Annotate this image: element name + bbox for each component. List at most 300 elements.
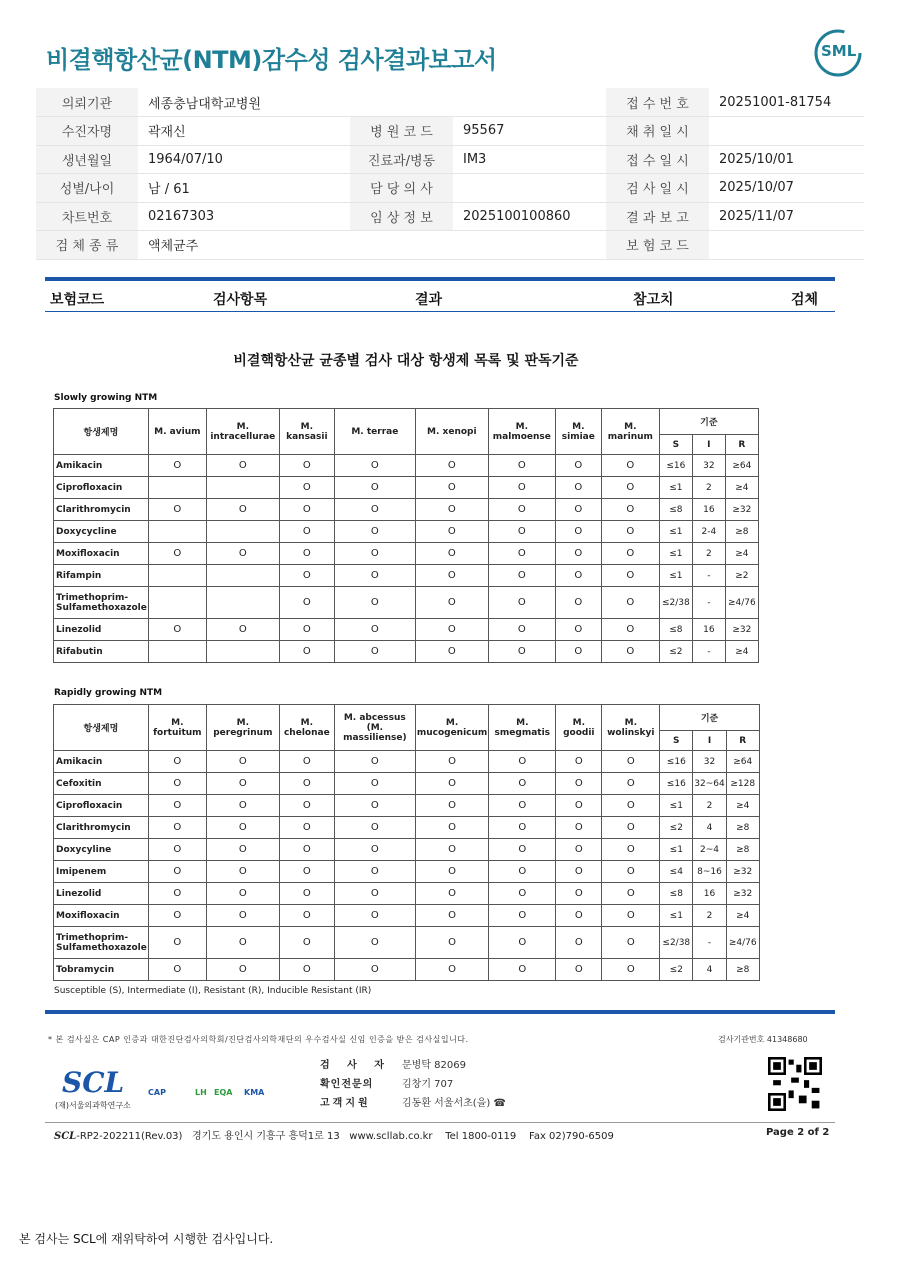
applicable-mark: O [602,927,660,959]
drug-name-text: Trimethoprim- [56,932,129,943]
table-row [54,543,759,565]
species-name: M. chelonae [283,717,330,738]
applicable-mark [148,565,206,587]
criteria-i: 2 [693,905,726,927]
info-value: 02167303 [138,202,350,231]
patient-info-table [36,88,864,260]
table-row [54,883,760,905]
applicable-mark [206,565,279,587]
applicable-mark: O [206,861,279,883]
rapid-ntm-table [53,704,760,981]
criteria-i: 2 [693,795,726,817]
applicable-mark: O [334,499,415,521]
drug-name [54,521,149,543]
table-row [54,795,760,817]
applicable-mark: O [415,839,488,861]
species-header [415,409,488,455]
applicable-mark: O [556,959,602,981]
divider-bar [45,277,835,281]
signer-role: 확인전문의 [320,1079,374,1090]
applicable-mark: O [279,861,334,883]
footer-code: -RP2-202211(Rev.03) [76,1131,183,1142]
applicable-mark: O [489,861,556,883]
applicable-mark: O [148,861,206,883]
drug-name [54,817,149,839]
drug-name [54,587,149,619]
criteria-i: 2 [692,477,725,499]
applicable-mark: O [279,455,334,477]
drug-name-text: Moxifloxacin [56,910,120,921]
drug-name-text: Linezolid [56,624,102,635]
species-header [415,705,488,751]
applicable-mark: O [601,543,659,565]
drug-name-text: Sulfamethoxazole [56,942,147,953]
criteria-r: ≥4 [726,905,759,927]
report-title: 비결핵항산균(NTM)감수성 검사결과보고서 [46,46,497,74]
applicable-mark: O [489,959,556,981]
applicable-mark: O [415,499,488,521]
criteria-header: 기준 [659,409,758,435]
signers-block [320,1056,506,1113]
applicable-mark: O [415,587,488,619]
applicable-mark: O [206,751,279,773]
applicable-mark: O [415,861,488,883]
slow-ntm-table [53,408,759,663]
drug-name-text: Doxycyline [56,844,112,855]
info-label: 생년월일 [36,145,138,174]
drug-name [54,905,149,927]
criteria-r: ≥4 [725,543,758,565]
applicable-mark: O [279,817,334,839]
drug-name-text: Ciprofloxacin [56,482,123,493]
footer-web: www.scllab.co.kr [349,1131,433,1142]
criteria-r: ≥4/76 [725,587,758,619]
criteria-s: ≤1 [660,839,693,861]
applicable-mark: O [206,817,279,839]
criteria-r: ≥4 [726,795,759,817]
applicable-mark [206,587,279,619]
species-header [488,409,555,455]
applicable-mark: O [334,543,415,565]
drug-name-text: Rifampin [56,570,102,581]
criteria-r-header: R [726,731,759,751]
applicable-mark: O [279,641,334,663]
criteria-i: - [692,641,725,663]
table-row [54,619,759,641]
criteria-s: ≤1 [659,477,692,499]
criteria-i: - [692,565,725,587]
info-row [36,231,864,260]
table-row [54,751,760,773]
footer-divider [45,1122,835,1123]
criteria-i: 16 [693,883,726,905]
drug-column-header: 항생제명 [54,705,149,751]
species-subname: (M. massiliense) [343,722,407,743]
info-value: 2025100100860 [453,202,606,231]
criteria-i: 32 [692,455,725,477]
applicable-mark: O [415,959,488,981]
criteria-r: ≥32 [726,883,759,905]
info-label: 임 상 정 보 [350,202,453,231]
info-value: 1964/07/10 [138,145,350,174]
applicable-mark: O [602,839,660,861]
criteria-s: ≤16 [660,773,693,795]
applicable-mark: O [488,641,555,663]
applicable-mark: O [148,883,206,905]
info-row [36,145,864,174]
criteria-s: ≤1 [659,543,692,565]
criteria-i: 4 [693,817,726,839]
drug-name-text: Sulfamethoxazole [56,602,147,613]
criteria-i: - [692,587,725,619]
species-name: M. avium [154,426,201,437]
applicable-mark: O [279,499,334,521]
criteria-r: ≥32 [725,499,758,521]
criteria-i-header: I [693,731,726,751]
col-header-result: 결과 [415,292,443,308]
drug-name [54,477,149,499]
species-header [489,705,556,751]
species-header [206,705,279,751]
drug-name [54,839,149,861]
applicable-mark: O [148,817,206,839]
criteria-r: ≥128 [726,773,759,795]
criteria-r: ≥64 [725,455,758,477]
col-header-reference: 참고치 [633,292,674,308]
applicable-mark: O [489,773,556,795]
info-row [36,88,864,117]
criteria-s: ≤2 [660,817,693,839]
criteria-r: ≥4/76 [726,927,759,959]
criteria-i: 8~16 [693,861,726,883]
applicable-mark: O [556,861,602,883]
drug-name [54,543,149,565]
applicable-mark: O [601,565,659,587]
applicable-mark: O [556,795,602,817]
signer-row [320,1075,506,1094]
applicable-mark [148,641,206,663]
drug-name-text: Clarithromycin [56,504,131,515]
drug-name-text: Trimethoprim- [56,592,129,603]
applicable-mark: O [279,883,334,905]
species-header [556,705,602,751]
info-label: 진료과/병동 [350,145,453,174]
drug-name-text: Tobramycin [56,964,115,975]
applicable-mark: O [488,455,555,477]
species-header [602,705,660,751]
applicable-mark: O [148,905,206,927]
table-row [54,927,760,959]
criteria-r: ≥32 [726,861,759,883]
species-name: M. kansasii [286,421,328,442]
footer-brand: SCL [54,1131,77,1142]
info-label: 검 체 종 류 [36,231,138,260]
criteria-i: 2~4 [693,839,726,861]
table-row [54,477,759,499]
applicable-mark: O [555,455,601,477]
criteria-s: ≤1 [660,905,693,927]
species-name: M. marinum [607,421,653,442]
applicable-mark: O [556,927,602,959]
applicable-mark: O [601,477,659,499]
applicable-mark: O [334,521,415,543]
table-row [54,499,759,521]
applicable-mark: O [415,795,488,817]
species-header [334,409,415,455]
info-label: 결 과 보 고 [606,202,709,231]
applicable-mark: O [488,477,555,499]
species-header [555,409,601,455]
applicable-mark: O [602,817,660,839]
applicable-mark: O [602,795,660,817]
applicable-mark: O [334,477,415,499]
criteria-i: 32~64 [693,773,726,795]
criteria-s: ≤2 [660,959,693,981]
species-name: M. wolinskyi [607,717,655,738]
rapid-ntm-label: Rapidly growing NTM [54,688,163,698]
applicable-mark: O [415,477,488,499]
applicable-mark: O [279,927,334,959]
criteria-i: - [693,927,726,959]
info-label: 담 당 의 사 [350,174,453,203]
divider-line [45,311,835,312]
info-label: 접 수 번 호 [606,88,709,117]
applicable-mark: O [206,773,279,795]
criteria-s: ≤16 [660,751,693,773]
applicable-mark [206,521,279,543]
divider-bar [45,1010,835,1014]
table-row [54,839,760,861]
info-label: 차트번호 [36,202,138,231]
applicable-mark: O [206,839,279,861]
scl-logo: SCL [62,1066,125,1099]
applicable-mark: O [206,959,279,981]
drug-name [54,883,149,905]
drug-name [54,565,149,587]
applicable-mark: O [415,455,488,477]
info-value: 2025/10/07 [709,174,864,203]
applicable-mark: O [334,817,415,839]
applicable-mark: O [489,751,556,773]
applicable-mark: O [415,543,488,565]
species-name: M. simiae [561,421,595,442]
applicable-mark: O [555,619,601,641]
info-value [453,174,606,203]
applicable-mark: O [206,883,279,905]
applicable-mark [206,641,279,663]
drug-name [54,641,149,663]
table-row [54,587,759,619]
applicable-mark [148,477,206,499]
info-label: 수진자명 [36,117,138,146]
criteria-r: ≥4 [725,477,758,499]
applicable-mark: O [148,455,206,477]
footer-fax: Fax 02)790-6509 [529,1131,614,1142]
sml-logo-text: SML [821,42,857,60]
applicable-mark: O [488,521,555,543]
info-value: 세종충남대학교병원 [138,88,350,117]
applicable-mark: O [334,927,415,959]
applicable-mark: O [489,795,556,817]
applicable-mark: O [279,565,334,587]
qr-code-icon [768,1057,822,1111]
applicable-mark: O [334,883,415,905]
footer-address: 경기도 용인시 기흥구 흥덕1로 13 [192,1131,340,1142]
species-header [148,409,206,455]
species-name: M. mucogenicum [416,717,488,738]
applicable-mark: O [488,565,555,587]
species-header [601,409,659,455]
applicable-mark: O [415,927,488,959]
species-header [148,705,206,751]
criteria-r: ≥8 [725,521,758,543]
drug-name-text: Clarithromycin [56,822,131,833]
criteria-s-header: S [660,731,693,751]
info-label: 병 원 코 드 [350,117,453,146]
criteria-i: 32 [693,751,726,773]
legend-text: Susceptible (S), Intermediate (I), Resistant (R), Inducible Resistant (IR) [54,986,372,996]
drug-name-text: Ciprofloxacin [56,800,123,811]
applicable-mark: O [279,905,334,927]
slow-ntm-label: Slowly growing NTM [54,393,158,403]
applicable-mark: O [415,773,488,795]
applicable-mark: O [148,959,206,981]
applicable-mark: O [601,521,659,543]
table-row [54,773,760,795]
drug-name-text: Imipenem [56,866,107,877]
applicable-mark: O [415,883,488,905]
applicable-mark: O [334,773,415,795]
applicable-mark: O [148,751,206,773]
drug-name [54,499,149,521]
criteria-r: ≥8 [726,839,759,861]
applicable-mark: O [556,773,602,795]
certification-text: * 본 검사실은 CAP 인증과 대한진단검사의학회/진단검사의학재단의 우수검사실 신임 인증을 받은 검사실입니다. [48,1035,469,1044]
applicable-mark: O [148,795,206,817]
signer-value: 김창기 707 [402,1079,454,1090]
info-value: 2025/11/07 [709,202,864,231]
info-value [709,117,864,146]
applicable-mark: O [556,839,602,861]
criteria-header: 기준 [660,705,759,731]
info-label: 검 사 일 시 [606,174,709,203]
criteria-s: ≤1 [659,565,692,587]
footer-text [54,1127,614,1142]
drug-name [54,959,149,981]
drug-name-text: Amikacin [56,756,103,767]
info-value: 20251001-81754 [709,88,864,117]
criteria-r: ≥8 [726,817,759,839]
applicable-mark: O [334,641,415,663]
species-name: M. xenopi [427,426,477,437]
applicable-mark: O [489,927,556,959]
table-header-row [54,409,759,435]
criteria-s: ≤8 [660,883,693,905]
criteria-s: ≤2 [659,641,692,663]
table-row [54,959,760,981]
applicable-mark: O [601,587,659,619]
applicable-mark: O [488,499,555,521]
applicable-mark: O [148,543,206,565]
drug-column-header: 항생제명 [54,409,149,455]
criteria-s: ≤8 [659,619,692,641]
applicable-mark: O [148,839,206,861]
info-row [36,202,864,231]
drug-name [54,455,149,477]
criteria-s: ≤1 [659,521,692,543]
registration-number: 검사기관번호 41348680 [718,1035,808,1044]
signer-role: 검 사 자 [320,1060,391,1071]
info-value: 액체균주 [138,231,350,260]
species-header [279,409,334,455]
criteria-i: 4 [693,959,726,981]
applicable-mark: O [206,455,279,477]
applicable-mark: O [602,959,660,981]
applicable-mark: O [601,455,659,477]
drug-name-text: Linezolid [56,888,102,899]
table-header-row [54,705,760,731]
species-name: M. peregrinum [213,717,273,738]
applicable-mark: O [279,839,334,861]
drug-name [54,773,149,795]
drug-name-text: Rifabutin [56,646,103,657]
signer-row [320,1094,506,1113]
criteria-r: ≥32 [725,619,758,641]
applicable-mark: O [602,751,660,773]
criteria-r: ≥8 [726,959,759,981]
cap-badge-icon: CAP [148,1088,166,1097]
drug-name-text: Doxycycline [56,526,117,537]
applicable-mark: O [415,619,488,641]
applicable-mark: O [555,543,601,565]
applicable-mark: O [279,959,334,981]
applicable-mark [148,521,206,543]
applicable-mark: O [555,477,601,499]
drug-name [54,751,149,773]
applicable-mark [206,477,279,499]
criteria-s: ≤8 [659,499,692,521]
table-row [54,521,759,543]
applicable-mark: O [148,619,206,641]
species-name: M. goodii [563,717,595,738]
applicable-mark: O [415,905,488,927]
applicable-mark: O [488,587,555,619]
applicable-mark: O [602,905,660,927]
applicable-mark: O [206,499,279,521]
info-value: 곽재신 [138,117,350,146]
page-number: Page 2 of 2 [766,1127,830,1138]
applicable-mark: O [206,543,279,565]
criteria-r-header: R [725,435,758,455]
lh-badge-icon: LH [195,1088,207,1097]
footer-tel: Tel 1800-0119 [445,1131,517,1142]
applicable-mark: O [334,587,415,619]
signer-row [320,1056,506,1075]
criteria-r: ≥64 [726,751,759,773]
table-row [54,455,759,477]
applicable-mark: O [334,839,415,861]
applicable-mark: O [279,587,334,619]
applicable-mark: O [279,543,334,565]
section-title: 비결핵항산균 균종별 검사 대상 항생제 목록 및 판독기준 [233,353,579,369]
species-name: M. terrae [351,426,399,437]
info-value [709,231,864,260]
applicable-mark: O [148,499,206,521]
species-name: M. malmoense [492,421,551,442]
applicable-mark: O [334,751,415,773]
applicable-mark: O [279,795,334,817]
applicable-mark: O [334,619,415,641]
